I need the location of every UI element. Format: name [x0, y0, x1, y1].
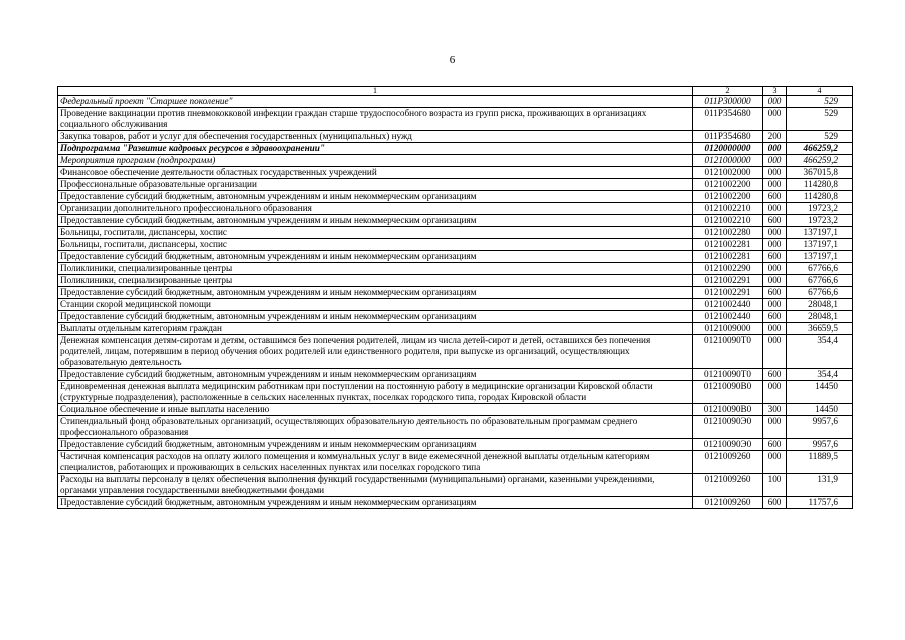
- table-row: [58, 143, 853, 155]
- row-code: 0121002281: [693, 239, 763, 251]
- row-name: Поликлиники, специализированные центры: [58, 263, 693, 275]
- row-name: Закупка товаров, работ и услуг для обеспечения государственных (муниципальных) нужд: [58, 131, 693, 143]
- row-type: 000: [763, 263, 787, 275]
- table-row: [58, 474, 853, 497]
- row-amount: 466259,2: [787, 155, 853, 167]
- row-type: 100: [763, 474, 787, 497]
- table-row: [58, 451, 853, 474]
- row-code: 0121009260: [693, 451, 763, 474]
- row-code: 01210090Т0: [693, 335, 763, 369]
- row-type: 000: [763, 299, 787, 311]
- row-code: 0121002200: [693, 191, 763, 203]
- row-code: 0121002200: [693, 179, 763, 191]
- header-col-1: 1: [58, 87, 693, 96]
- row-amount: 67766,6: [787, 275, 853, 287]
- row-amount: 137197,1: [787, 239, 853, 251]
- table-row: [58, 497, 853, 509]
- row-type: 000: [763, 227, 787, 239]
- table-row: [58, 299, 853, 311]
- row-name: Предоставление субсидий бюджетным, автономным учреждениям и иным некоммерческим организациям: [58, 251, 693, 263]
- row-type: 600: [763, 497, 787, 509]
- row-name: Социальное обеспечение и иные выплаты населению: [58, 404, 693, 416]
- row-code: 0121002291: [693, 275, 763, 287]
- row-name: Предоставление субсидий бюджетным, автономным учреждениям и иным некоммерческим организациям: [58, 497, 693, 509]
- row-amount: 367015,8: [787, 167, 853, 179]
- row-name: Проведение вакцинации против пневмококковой инфекции граждан старше трудоспособного возраста из групп риска, проживающих в организациях социального обслуживания: [58, 108, 693, 131]
- row-type: 300: [763, 404, 787, 416]
- row-amount: 529: [787, 131, 853, 143]
- row-code: 0121000000: [693, 155, 763, 167]
- table-row: [58, 179, 853, 191]
- table-row: [58, 215, 853, 227]
- row-type: 600: [763, 251, 787, 263]
- row-type: 000: [763, 275, 787, 287]
- table-row: [58, 416, 853, 439]
- table-row: [58, 275, 853, 287]
- table-row: [58, 323, 853, 335]
- row-amount: 28048,1: [787, 299, 853, 311]
- row-name: Станции скорой медицинской помощи: [58, 299, 693, 311]
- table-row: [58, 311, 853, 323]
- budget-table: [57, 86, 853, 509]
- row-name: Предоставление субсидий бюджетным, автономным учреждениям и иным некоммерческим организациям: [58, 311, 693, 323]
- table-row: [58, 381, 853, 404]
- row-name: Финансовое обеспечение деятельности областных государственных учреждений: [58, 167, 693, 179]
- row-code: 0121002440: [693, 311, 763, 323]
- row-code: 0121002281: [693, 251, 763, 263]
- row-name: Профессиональные образовательные организации: [58, 179, 693, 191]
- row-code: 0121002210: [693, 203, 763, 215]
- table-row: [58, 287, 853, 299]
- row-amount: 36659,5: [787, 323, 853, 335]
- row-type: 600: [763, 369, 787, 381]
- row-name: Единовременная денежная выплата медицинским работникам при поступлении на постоянную работу в медицинские организации Кировской области (структурные подразделения), расположенные в сельских населенных пунктах, поселках городского типа, городах Кировской области: [58, 381, 693, 404]
- row-name: Предоставление субсидий бюджетным, автономным учреждениям и иным некоммерческим организациям: [58, 287, 693, 299]
- table-row: [58, 167, 853, 179]
- row-type: 600: [763, 215, 787, 227]
- row-code: 0121009000: [693, 323, 763, 335]
- row-amount: 19723,2: [787, 215, 853, 227]
- row-amount: 9957,6: [787, 439, 853, 451]
- row-code: 01210090Э0: [693, 439, 763, 451]
- row-type: 000: [763, 335, 787, 369]
- row-name: Предоставление субсидий бюджетным, автономным учреждениям и иным некоммерческим организациям: [58, 369, 693, 381]
- row-type: 000: [763, 239, 787, 251]
- row-type: 600: [763, 439, 787, 451]
- row-code: 011P354680: [693, 108, 763, 131]
- row-amount: 11757,6: [787, 497, 853, 509]
- row-amount: 466259,2: [787, 143, 853, 155]
- table-row: [58, 369, 853, 381]
- row-name: Расходы на выплаты персоналу в целях обеспечения выполнения функций государственными (муниципальными) органами, казенными учреждениями, органами управления государственными внебюджетными фондами: [58, 474, 693, 497]
- row-amount: 67766,6: [787, 287, 853, 299]
- table-row: [58, 155, 853, 167]
- row-code: 0121009260: [693, 497, 763, 509]
- row-name: Стипендиальный фонд образовательных организаций, осуществляющих образовательную деятельность по образовательным программам среднего профессионального образования: [58, 416, 693, 439]
- header-col-4: 4: [787, 87, 853, 96]
- row-name: Больницы, госпитали, диспансеры, хоспис: [58, 227, 693, 239]
- row-code: 01210090В0: [693, 381, 763, 404]
- row-code: 0121002291: [693, 287, 763, 299]
- row-name: Федеральный проект "Старшее поколение": [58, 96, 693, 108]
- row-amount: 14450: [787, 381, 853, 404]
- row-amount: 114280,8: [787, 191, 853, 203]
- row-amount: 354,4: [787, 369, 853, 381]
- row-amount: 131,9: [787, 474, 853, 497]
- row-code: 0121002290: [693, 263, 763, 275]
- row-code: 011P354680: [693, 131, 763, 143]
- row-name: Организации дополнительного профессионального образования: [58, 203, 693, 215]
- row-amount: 11889,5: [787, 451, 853, 474]
- row-type: 000: [763, 155, 787, 167]
- table-row: [58, 251, 853, 263]
- table-row: [58, 191, 853, 203]
- row-code: 011P300000: [693, 96, 763, 108]
- row-code: 0121002440: [693, 299, 763, 311]
- row-name: Поликлиники, специализированные центры: [58, 275, 693, 287]
- row-code: 01210090В0: [693, 404, 763, 416]
- table-row: [58, 239, 853, 251]
- row-type: 000: [763, 381, 787, 404]
- row-type: 600: [763, 191, 787, 203]
- row-name: Предоставление субсидий бюджетным, автономным учреждениям и иным некоммерческим организациям: [58, 191, 693, 203]
- row-amount: 354,4: [787, 335, 853, 369]
- row-type: 000: [763, 179, 787, 191]
- row-name: Предоставление субсидий бюджетным, автономным учреждениям и иным некоммерческим организациям: [58, 215, 693, 227]
- row-amount: 114280,8: [787, 179, 853, 191]
- row-code: 0120000000: [693, 143, 763, 155]
- row-amount: 14450: [787, 404, 853, 416]
- row-type: 000: [763, 167, 787, 179]
- page-number: 6: [449, 54, 456, 66]
- row-amount: 67766,6: [787, 263, 853, 275]
- row-type: 000: [763, 96, 787, 108]
- row-name: Мероприятия программ (подпрограмм): [58, 155, 693, 167]
- row-name: Выплаты отдельным категориям граждан: [58, 323, 693, 335]
- row-name: Больницы, госпитали, диспансеры, хоспис: [58, 239, 693, 251]
- table-row: [58, 227, 853, 239]
- row-amount: 19723,2: [787, 203, 853, 215]
- row-name: Подпрограмма "Развитие кадровых ресурсов в здравоохранении": [58, 143, 693, 155]
- row-amount: 529: [787, 96, 853, 108]
- table-row: [58, 96, 853, 108]
- row-type: 000: [763, 416, 787, 439]
- row-type: 000: [763, 108, 787, 131]
- table-row: [58, 263, 853, 275]
- table-row: [58, 131, 853, 143]
- row-name: Предоставление субсидий бюджетным, автономным учреждениям и иным некоммерческим организациям: [58, 439, 693, 451]
- header-col-2: 2: [693, 87, 763, 96]
- row-name: Частичная компенсация расходов на оплату жилого помещения и коммунальных услуг в виде ежемесячной денежной выплаты отдельным категориям специалистов, работающих и проживающих в сельских населенных пунктах или поселках городского типа: [58, 451, 693, 474]
- row-amount: 28048,1: [787, 311, 853, 323]
- row-code: 0121002000: [693, 167, 763, 179]
- row-type: 000: [763, 451, 787, 474]
- row-type: 000: [763, 323, 787, 335]
- table-row: [58, 404, 853, 416]
- table-row: [58, 108, 853, 131]
- row-type: 000: [763, 203, 787, 215]
- row-type: 200: [763, 131, 787, 143]
- row-amount: 137197,1: [787, 227, 853, 239]
- row-name: Денежная компенсация детям-сиротам и детям, оставшимся без попечения родителей, лицам из числа детей-сирот и детей, оставшихся без попечения родителей, лицам, потерявшим в период обучения обоих родителей или единственного родителя, при выпуске из организаций, осуществляющих образовательную деятельность: [58, 335, 693, 369]
- row-code: 0121009260: [693, 474, 763, 497]
- row-code: 01210090Э0: [693, 416, 763, 439]
- table-row: [58, 439, 853, 451]
- row-amount: 137197,1: [787, 251, 853, 263]
- header-row: [58, 87, 853, 96]
- row-code: 0121002210: [693, 215, 763, 227]
- header-col-3: 3: [763, 87, 787, 96]
- row-amount: 9957,6: [787, 416, 853, 439]
- row-code: 0121002280: [693, 227, 763, 239]
- table-row: [58, 203, 853, 215]
- table-row: [58, 335, 853, 369]
- row-type: 600: [763, 311, 787, 323]
- row-type: 000: [763, 143, 787, 155]
- row-amount: 529: [787, 108, 853, 131]
- row-code: 01210090Т0: [693, 369, 763, 381]
- row-type: 600: [763, 287, 787, 299]
